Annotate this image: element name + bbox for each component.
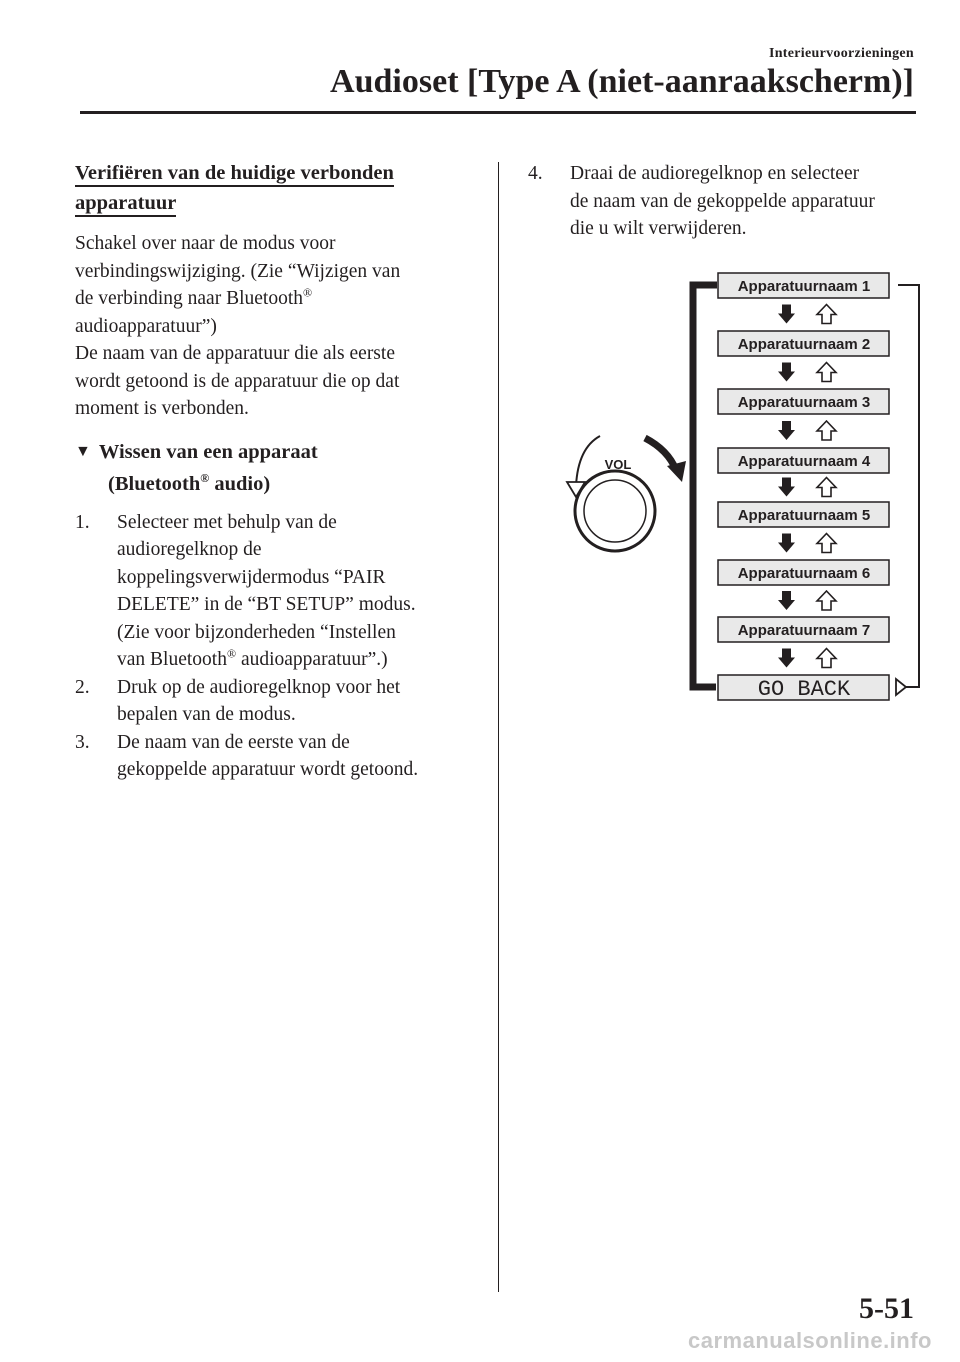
device-item <box>718 617 889 642</box>
paragraph-line: wordt getoond is de apparatuur die op dat <box>75 370 400 392</box>
arrow-down-filled-icon <box>778 649 795 668</box>
paragraph-line: de verbinding naar Bluetooth® <box>75 285 313 309</box>
paragraph-line: Schakel over naar de modus voor <box>75 233 336 254</box>
arrow-up-outline-icon <box>817 305 836 324</box>
device-label: Apparatuurnaam 7 <box>737 622 871 639</box>
rotate-left-arrow-icon <box>576 436 600 486</box>
step-number: 3. <box>75 731 90 753</box>
knob-outer-ring <box>575 471 655 551</box>
registered-mark: ® <box>302 285 313 300</box>
arrow-up-outline-icon <box>817 534 836 553</box>
device-list <box>718 273 889 668</box>
paragraph-line: De naam van de apparatuur die als eerste <box>75 343 395 364</box>
knob-inner-ring <box>584 480 646 542</box>
watermark-text: carmanualsonline.info <box>688 1328 932 1353</box>
arrow-down-filled-icon <box>778 363 795 382</box>
step-number: 2. <box>75 676 90 698</box>
device-item <box>718 560 889 585</box>
arrow-down-filled-icon <box>778 534 795 553</box>
device-label: Apparatuurnaam 6 <box>737 565 871 582</box>
section-heading-line-2: apparatuur <box>75 192 176 217</box>
arrow-up-outline-icon <box>817 421 836 440</box>
bold-cycle-bracket <box>693 285 717 687</box>
paragraph-line: verbindingswijziging. (Zie “Wijzigen van <box>75 260 401 282</box>
arrow-up-outline-icon <box>817 591 836 610</box>
device-item <box>718 448 889 473</box>
step-number: 4. <box>528 163 543 184</box>
triangle-marker-icon: ▼ <box>75 442 91 460</box>
knob-label: VOL <box>604 457 632 472</box>
section-heading-line-1: Verifiëren van de huidige verbonden <box>75 162 394 187</box>
device-label: Apparatuurnaam 5 <box>737 507 871 524</box>
device-item <box>718 389 889 414</box>
paragraph-line: audioapparatuur”) <box>75 315 217 337</box>
device-label: Apparatuurnaam 1 <box>737 278 871 295</box>
arrow-down-filled-icon <box>778 421 795 440</box>
step-1: 1. Selecteer met behulp van de audioregelknop de koppelingsverwijdermodus “PAIR DELETE” in de “BT SETUP” modus. (Zie voor bijzonderheden “Instellen van Bluetooth® audioapparatuur”.) <box>75 509 475 674</box>
go-back-item <box>718 675 889 702</box>
page-number: 5-51 <box>859 1292 914 1325</box>
arrow-down-filled-icon <box>778 478 795 497</box>
vol-knob <box>567 436 686 551</box>
device-label: Apparatuurnaam 3 <box>737 394 871 411</box>
chapter-title: Audioset [Type A (niet-aanraakscherm)] <box>330 63 914 100</box>
step-2: 2. Druk op de audioregelknop voor het bepalen van de modus. <box>75 674 475 729</box>
arrow-down-filled-icon <box>778 305 795 324</box>
paragraph-line: moment is verbonden. <box>75 398 249 419</box>
outline-cycle-bracket <box>898 285 919 687</box>
arrow-up-outline-icon <box>817 363 836 382</box>
subheading-line-2: (Bluetooth® audio) <box>108 470 271 495</box>
device-item <box>718 273 889 298</box>
arrow-up-outline-icon <box>817 478 836 497</box>
device-label: Apparatuurnaam 4 <box>737 453 871 470</box>
device-item <box>718 502 889 527</box>
outline-bracket-arrowhead-icon <box>896 679 906 695</box>
arrow-down-filled-icon <box>778 591 795 610</box>
go-back-label: GO BACK <box>757 677 851 702</box>
arrow-up-outline-icon <box>817 649 836 668</box>
device-item <box>718 331 889 356</box>
step-4: 4. Draai de audioregelknop en selecteer de naam van de gekoppelde apparatuur die u wilt verwijderen. <box>528 160 928 243</box>
subheading-line-1: Wissen van een apparaat <box>98 440 318 463</box>
step-3: 3. De naam van de eerste van de gekoppelde apparatuur wordt getoond. <box>75 729 475 784</box>
device-label: Apparatuurnaam 2 <box>737 336 871 353</box>
step-number: 1. <box>75 511 90 533</box>
section-name: Interieurvoorzieningen <box>768 46 914 61</box>
